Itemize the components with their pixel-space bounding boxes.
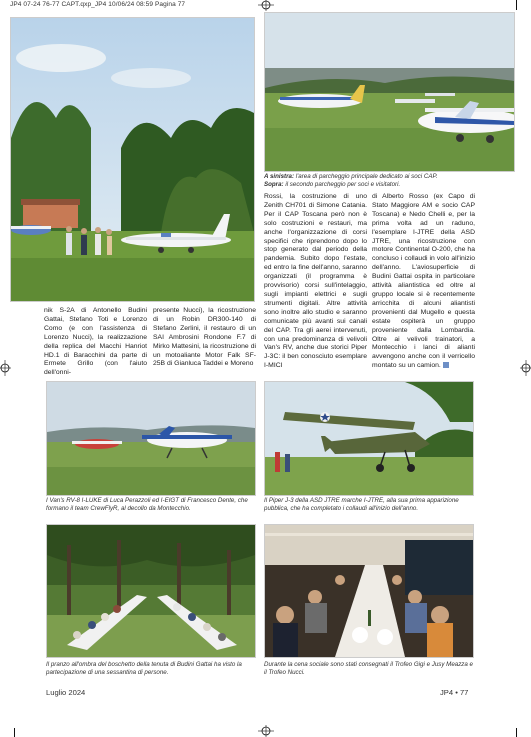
- registration-mark-left: [0, 360, 12, 376]
- photo-rv8-takeoff: [46, 381, 256, 496]
- article-column-4: [372, 193, 475, 371]
- footer-page-number: JP4 • 77: [440, 688, 469, 697]
- photo-parking-main: [10, 17, 255, 302]
- photo-dinner: [264, 524, 474, 658]
- crop-mark: [14, 728, 15, 737]
- crop-mark: [516, 0, 517, 10]
- footer-issue-date: Luglio 2024: [46, 688, 86, 697]
- caption-text: il secondo parcheggio per soci e visitatori.: [283, 181, 401, 188]
- caption-lunch: Il pranzo all'ombra del boschetto della tenuta di Budini Gattai ha visto la partecipazione di una sessantina di persone.: [46, 661, 242, 676]
- caption-rv8: I Van's RV-8 I-LUKE di Luca Perazzoli ed I-EIGT di Francesco Dente, che formano il team CrewFlyR, al decollo da Montecchio.: [46, 497, 248, 512]
- article-column-2: presente Nucci), la ricostruzione di un Robin DR300-140 di Stefano Zerlini, il restauro di un SAI Ambrosini Rondone F.7 di Mirko Mattesini, la ricostruzione di un motoaliante Motor Falk SF-25B di Gianluca Taddei e Moreno: [153, 307, 256, 368]
- registration-mark-right: [519, 360, 531, 376]
- caption-lead: A sinistra:: [264, 173, 295, 180]
- caption-lead: Sopra:: [264, 181, 284, 188]
- print-slug: JP4 07-24 76-77 CAPT.qxp_JP4 10/06/24 08:59 Pagina 77: [10, 1, 186, 8]
- caption-parking: [264, 173, 514, 189]
- crop-mark: [516, 728, 517, 737]
- article-column-1: nik S-2A di Antonello Budini Gattai, Stefano Toti e Lorenzo Como (e con l'assistenza di Lorenzo Nucci), la realizzazione della replica del Macchi Hanriot HD.1 di Baracchini da parte di Ermete Grillo (con l'aiuto dell'onni-: [44, 307, 147, 377]
- article-column-3: Rossi, la costruzione di uno Zenith CH701 di Simone Catania. Per il CAP Toscana però non è solo costruzioni e restauri, ma anche l'organizzazione di corsi specifici che riprendono dopo lo stop generato dal periodo della pandemia. Subito dopo l'estate, ed entro la fine dell'anno, saranno organizzati (il programma è provvisorio) corsi sull'intelaggio, sugli impianti elettrici e sugli strumenti digitali. Altre attività sono inoltre allo studio e saranno comunicate più avanti sui canali del CAP. Tra gli aerei intervenuti, con una predominanza di velivoli Van's RV, anche due storici Piper J-3C: il ben conosciuto esemplare I-MICI: [264, 193, 367, 370]
- photo-lunch-grove: [46, 524, 256, 658]
- caption-dinner: Durante la cena sociale sono stati consegnati il Trofeo Gigi e Jusy Meazza e il Trofeo Nucci.: [264, 661, 473, 676]
- caption-piper: Il Piper J-3 della ASD JTRE marche I-JTRE, alla sua prima apparizione pubblica, che ha completato i collaudi all'inizio dell'anno.: [264, 497, 459, 512]
- registration-mark-bottom: [258, 724, 274, 737]
- article-column-4-text: di Alberto Rosso (ex Capo di Stato Maggiore AM e socio CAP Toscana) e Nedo Chelli e, per la prima volta ad un raduno, l'esemplare I-JTRE della ASD JTRE, una ricostruzione con motore Continental O-200, che ha concluso i collaudi in volo all'inizio dell'anno. L'aviosuperficie di Budini Gattai ospita in particolare attività aliantistica ed oltre al gruppo locale si è recentemente arricchita di alcuni aliantisti provenienti dal Mugello e questa estate ospiterà un gruppo proveniente dalla Lombardia. Oltre ai velivoli trainatori, a Montecchio i lanci di alianti avvengono anche con il verricello montato su un camion.: [372, 193, 475, 370]
- caption-text: l'area di parcheggio principale dedicato ai soci CAP.: [294, 173, 438, 180]
- photo-piper-j3: [264, 381, 474, 496]
- end-of-article-mark: [443, 362, 449, 368]
- registration-mark-top: [258, 0, 274, 12]
- photo-parking-secondary: [264, 12, 515, 172]
